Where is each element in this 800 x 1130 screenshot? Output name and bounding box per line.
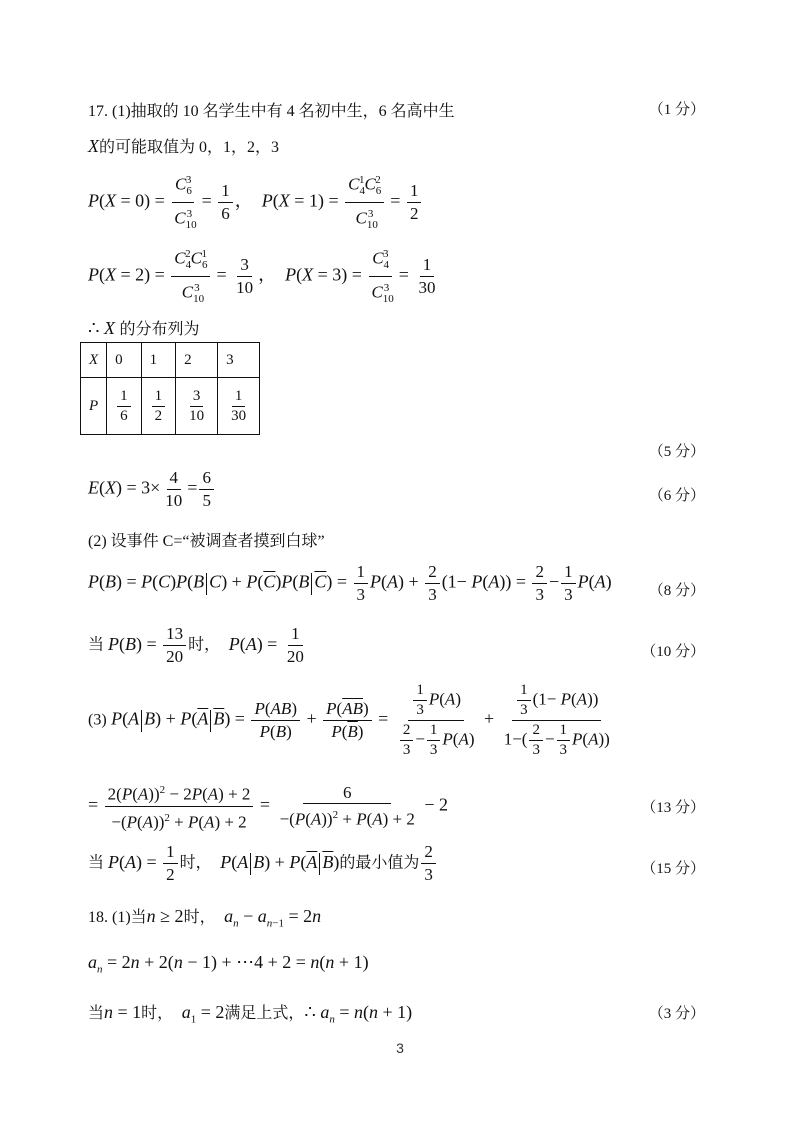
table-cell: X (81, 343, 107, 378)
when-text: 当 (88, 636, 105, 654)
table-cell: P (81, 378, 107, 435)
table-cell: $\frac{1}{2}$ (141, 378, 176, 435)
min-text: 的最小值为 (339, 854, 420, 872)
distribution-table (80, 342, 260, 435)
part2-definition: (2) 设事件 C=“被调查者摸到白球” (88, 533, 325, 550)
table-cell: 2 (176, 343, 218, 378)
part3-label: (3) (88, 711, 107, 729)
q18-line3-prefix: 当 (88, 1005, 105, 1022)
score-5: （5 分） (648, 444, 705, 460)
q18-line1-mid: 时， (183, 909, 216, 926)
score-10: （10 分） (641, 644, 705, 660)
q18-line1-prefix: 18. (1)当 (88, 909, 147, 926)
q17-line1 (88, 98, 705, 121)
when-text: 当 (88, 854, 105, 872)
score-3: （3 分） (648, 1006, 705, 1022)
score-13: （13 分） (641, 800, 705, 816)
table-cell: 0 (107, 343, 142, 378)
formula-part3: (3) P(A $B) + P(\overline{A}$ $\overline{B}$) = $\frac{P(AB)}{P(B)}$ + $\frac{P(\overline{AB})}{P(\overline{B})}$ = $\frac{1}{3}$ P(A) $\frac{2}{3}$ − $\frac{1}{3}$ P(A) + $\frac{1}{3}$ (1− P(A)) 1−( $\frac{2}{3}$ − $\frac{1}{3}$ P(A)) (88, 682, 610, 758)
distribution-heading: ∴ X 的分布列为 (88, 318, 200, 338)
score-6: （6 分） (648, 488, 705, 504)
table-cell: $\frac{1}{6}$ (107, 378, 142, 435)
q17-line1-text: 17. (1)抽取的 10 名学生中有 4 名初中生，6 名高中生 (88, 103, 455, 120)
formula-p2-p3: P(X = 2) = $\frac{C_4^2C_6^1}{C_{10}^3}$ = $\frac{3}{10}$ ， P(X = 3) = $\frac{C_4^3}{C_{10}^3}$ = $\frac{1}{30}$ (88, 244, 705, 309)
shi-text: 时， (179, 854, 212, 872)
formula-pb: P(B) = P(C)P(B $C) + P(\overline{C})P(B$ $\overline{C}$) = $\frac{1}{3}$ P(A) + $\frac{2}{3}$ (1− P(A)) = $\frac{2}{3}$ − $\frac{1}{3}$ P(A) (88, 562, 612, 604)
q17-line2: X的可能取值为 0，1，2，3 (88, 136, 280, 156)
q18-line3-text: 满足上式， (224, 1005, 305, 1022)
score-15: （15 分） (641, 861, 705, 877)
q18-line3: 当n = 1时， $a_1 = 2$满足上式，∴ $a_n = n(n + 1)$ (88, 1002, 413, 1026)
table-cell: 3 (218, 343, 260, 378)
formula-p0-p1: P(X = 0) = $\frac{C_6^3}{C_{10}^3}$ = $\frac{1}{6}$ ， P(X = 1) = $\frac{C_4^1C_6^2}{C_{10}^3}$ = $\frac{1}{2}$ (88, 170, 705, 235)
formula-minimum: 当 P(A) = $\frac{1}{2}$ 时， P(A $B) + P(\overline{A}$ $\overline{B}$)的最小值为 $\frac{2}{3}$ (88, 842, 705, 885)
q18-line3-mid: 时， (141, 1005, 174, 1022)
formula-when-pb: 当 P(B) = $\frac{13}{20}$ 时， P(A) = $\frac{1}{20}$ (88, 624, 304, 666)
q18-line1: 18. (1)当n ≥ 2时， $a_n - a_{n-1} = 2n$ (88, 906, 322, 930)
table-row (81, 343, 260, 378)
table-cell: $\frac{1}{30}$ (218, 378, 260, 435)
score-8: （8 分） (648, 583, 705, 599)
table-cell: 1 (141, 343, 176, 378)
formula-simplified: = $\frac{2(P(A))^2 - 2P(A) + 2}{-(P(A))^2 + P(A) + 2}$ = $\frac{6}{-(P(A))^2 + P(A) + 2}$ − 2 (88, 780, 705, 832)
table-row (81, 378, 260, 435)
page-number: 3 (396, 1040, 404, 1056)
distribution-heading-text: 的分布列为 (119, 321, 200, 338)
score-1: （1 分） (648, 102, 705, 118)
q18-line2: $a_n = 2n + 2(n - 1)$ + ⋯4 + 2 = n(n + 1) (88, 952, 369, 976)
formula-expectation: E(X) = 3× $\frac{4}{10}$ = $\frac{6}{5}$ (88, 468, 705, 511)
shi-text: 时， (188, 636, 221, 654)
q17-line2-text: 的可能取值为 0，1，2，3 (99, 139, 280, 156)
table-cell: $\frac{3}{10}$ (176, 378, 218, 435)
